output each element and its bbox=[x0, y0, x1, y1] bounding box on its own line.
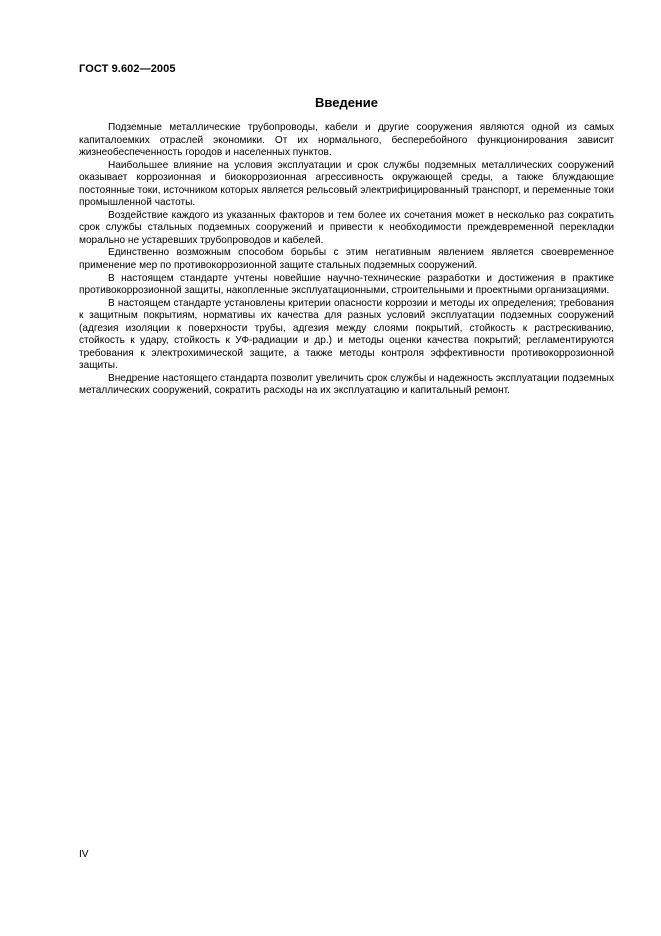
paragraph-6: В настоящем стандарте установлены критерии опасности коррозии и методы их определения; требования к защитным покрытиям, нормативы их качества для разных условий эксплуатации подземных сооружений (адгезия изоляции к поверхности трубы, адгезия между слоями покрытий, стойкость к растрескиванию, стойкость к удару, стойкость к УФ-радиации и др.) и методы оценки качества покрытий; регламентируются требования к электрохимической защите, а также методы контроля эффективности противокоррозионной защиты. bbox=[79, 297, 614, 372]
paragraph-3: Воздействие каждого из указанных факторов и тем более их сочетания может в несколько раз сократить срок службы стальных подземных сооружений и привести к необходимости преждевременной перекладки морально не устаревших трубопроводов и кабелей. bbox=[79, 209, 614, 246]
paragraph-2: Наибольшее влияние на условия эксплуатации и срок службы подземных металлических сооружений оказывает коррозионная и биокоррозионная агрессивность окружающей среды, а также блуждающие постоянные токи, источником которых является рельсовый электрифицированный транспорт, и переменные токи промышленной частоты. bbox=[79, 159, 614, 209]
paragraph-7: Внедрение настоящего стандарта позволит увеличить срок службы и надежность эксплуатации подземных металлических сооружений, сократить расходы на их эксплуатацию и капитальный ремонт. bbox=[79, 372, 614, 397]
paragraph-5: В настоящем стандарте учтены новейшие научно-технические разработки и достижения в практике противокоррозионной защиты, накопленные эксплуатационными, строительными и проектными организациями. bbox=[79, 272, 614, 297]
document-code: ГОСТ 9.602—2005 bbox=[79, 63, 176, 75]
paragraph-1: Подземные металлические трубопроводы, кабели и другие сооружения являются одной из самых капиталоемких отраслей экономики. От их нормального, бесперебойного функционирования зависит жизнеобеспеченность городов и населенных пунктов. bbox=[79, 122, 614, 159]
paragraph-4: Единственно возможным способом борьбы с этим негативным явлением является своевременное применение мер по противокоррозионной защите стальных подземных сооружений. bbox=[79, 247, 614, 272]
body-text bbox=[79, 122, 614, 398]
page-number: IV bbox=[79, 849, 89, 860]
section-title: Введение bbox=[315, 95, 378, 110]
